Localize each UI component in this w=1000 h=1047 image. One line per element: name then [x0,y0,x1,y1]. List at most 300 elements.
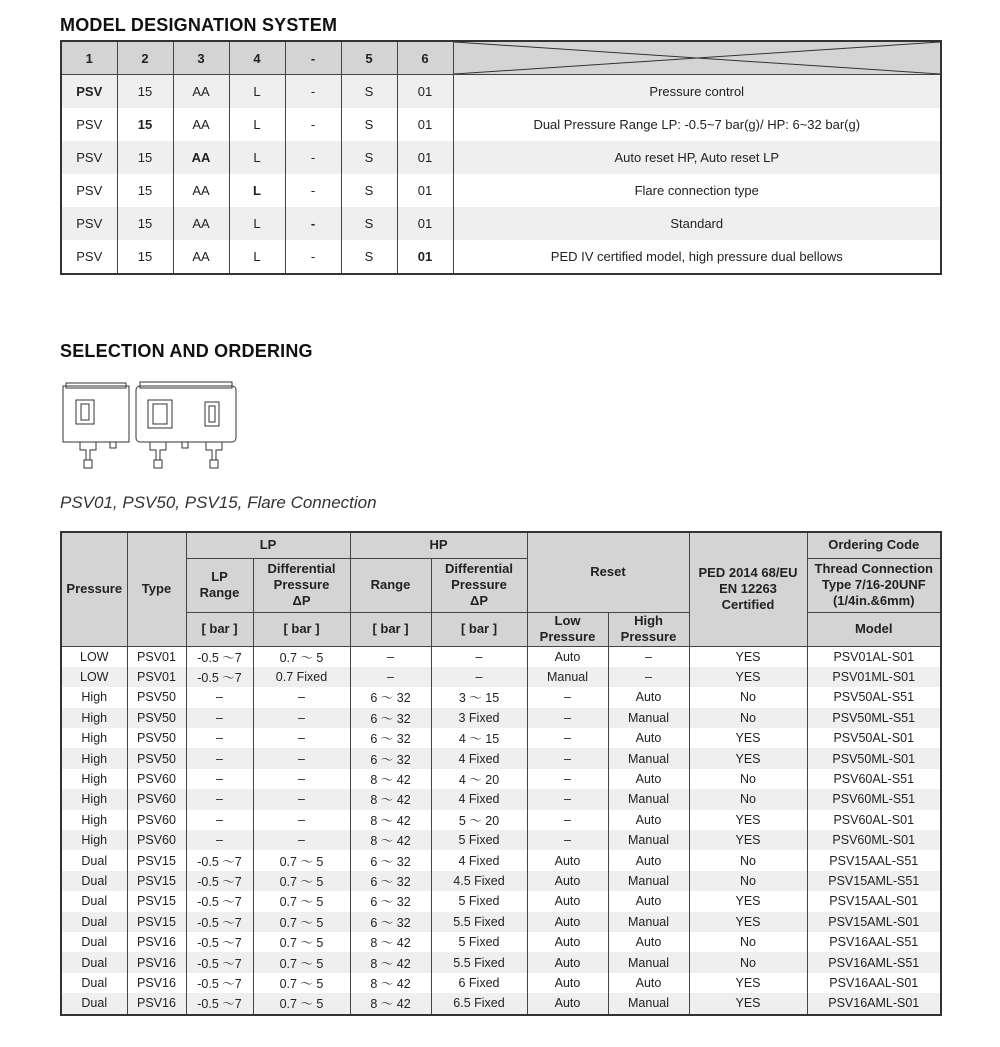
ped-cell: YES [689,973,807,993]
ped-cell: YES [689,810,807,830]
type-cell: PSV15 [127,891,186,911]
hp-diff-cell: – [431,667,527,687]
low-reset-cell: Auto [527,912,608,932]
designation-description: Flare connection type [453,174,941,207]
lp-range-cell: -0.5 ～7 [186,891,253,911]
hp-range-cell: – [350,667,431,687]
ped-header [689,532,807,646]
hp-diff-cell: 4 ～ 20 [431,769,527,789]
lp-range-cell: -0.5 ～7 [186,646,253,667]
low-reset-cell: Auto [527,932,608,952]
pressure-header: Pressure [61,532,127,646]
lp-range-unit: [ bar ] [186,612,253,646]
type-cell: PSV15 [127,850,186,870]
designation-description: Auto reset HP, Auto reset LP [453,141,941,174]
table-row [61,912,941,932]
hp-range-cell: 6 ～ 32 [350,687,431,707]
lp-diff-cell: – [253,769,350,789]
hp-range-cell: 8 ～ 42 [350,932,431,952]
hp-diff-cell: 4 Fixed [431,850,527,870]
hp-diff-cell: 4 Fixed [431,789,527,809]
type-cell: PSV16 [127,952,186,972]
lp-differential-header [253,558,350,612]
ped-cell: YES [689,667,807,687]
pressure-cell: Dual [61,973,127,993]
lp-diff-cell: 0.7 ～ 5 [253,912,350,932]
designation-cell: - [285,207,341,240]
ped-cell: No [689,952,807,972]
designation-cell: 01 [397,174,453,207]
high-reset-cell: Auto [608,728,689,748]
designation-cell: 15 [117,174,173,207]
lp-range-cell: -0.5 ～7 [186,912,253,932]
low-reset-cell: Manual [527,667,608,687]
lp-diff-cell: – [253,830,350,850]
model-designation-table [60,40,942,275]
hp-range-header: Range [350,558,431,612]
designation-description: PED IV certified model, high pressure dual bellows [453,240,941,274]
lp-diff-cell: – [253,789,350,809]
type-cell: PSV01 [127,667,186,687]
ordering-code-header: Ordering Code [807,532,941,558]
type-cell: PSV50 [127,748,186,768]
type-cell: PSV50 [127,687,186,707]
hp-diff-cell: 6.5 Fixed [431,993,527,1014]
designation-row [61,240,941,274]
model-cell: PSV50ML-S51 [807,708,941,728]
pressure-cell: High [61,810,127,830]
thread-line-2: Type 7/16-20UNF [821,577,926,592]
model-cell: PSV50ML-S01 [807,748,941,768]
low-line-1: Low [554,613,581,628]
ped-cell: YES [689,646,807,667]
lp-range-cell: -0.5 ～7 [186,850,253,870]
type-cell: PSV16 [127,993,186,1014]
ped-header-line-1: PED 2014 68/EU [698,565,798,581]
type-cell: PSV60 [127,769,186,789]
lp-diff-cell: 0.7 ～ 5 [253,646,350,667]
designation-cell: L [229,75,285,109]
table-row [61,667,941,687]
lp-range-cell: – [186,830,253,850]
type-cell: PSV50 [127,728,186,748]
model-cell: PSV60AL-S51 [807,769,941,789]
crossed-header-cell [453,41,941,75]
model-cell: PSV16AML-S51 [807,952,941,972]
lp-diff-cell: – [253,810,350,830]
high-reset-cell: Manual [608,830,689,850]
table-row [61,728,941,748]
pressure-cell: Dual [61,871,127,891]
hp-diff-line-2: Pressure [451,577,507,592]
low-pressure-header [527,612,608,646]
table-row [61,952,941,972]
lp-diff-cell: 0.7 ～ 5 [253,891,350,911]
type-header: Type [127,532,186,646]
high-reset-cell: Manual [608,789,689,809]
type-cell: PSV01 [127,646,186,667]
hp-range-cell: 6 ～ 32 [350,748,431,768]
high-reset-cell: Manual [608,708,689,728]
hp-range-unit: [ bar ] [350,612,431,646]
high-reset-cell: Auto [608,891,689,911]
designation-cell: L [229,240,285,274]
ped-cell: YES [689,993,807,1014]
ped-cell: No [689,932,807,952]
low-reset-cell: Auto [527,993,608,1014]
hp-diff-cell: 4.5 Fixed [431,871,527,891]
designation-cell: AA [173,141,229,174]
designation-header-6: 6 [397,41,453,75]
type-cell: PSV60 [127,810,186,830]
lp-range-cell: -0.5 ～7 [186,667,253,687]
thread-line-1: Thread Connection [814,561,933,576]
pressure-cell: Dual [61,993,127,1014]
designation-cell: - [285,108,341,141]
high-reset-cell: Manual [608,952,689,972]
hp-range-cell: – [350,646,431,667]
table-row [61,810,941,830]
lp-range-line-2: Range [199,585,240,600]
designation-row [61,141,941,174]
ped-cell: No [689,871,807,891]
model-cell: PSV60ML-S01 [807,830,941,850]
designation-cell: PSV [61,240,117,274]
designation-cell: 15 [117,75,173,109]
pressure-cell: High [61,748,127,768]
designation-cell: - [285,174,341,207]
designation-cell: S [341,141,397,174]
pressure-cell: High [61,728,127,748]
model-cell: PSV01ML-S01 [807,667,941,687]
hp-range-cell: 8 ～ 42 [350,810,431,830]
designation-cell: - [285,141,341,174]
hp-range-cell: 6 ～ 32 [350,871,431,891]
designation-cell: L [229,108,285,141]
lp-diff-cell: – [253,748,350,768]
lp-range-cell: – [186,708,253,728]
designation-cell: L [229,174,285,207]
high-reset-cell: Auto [608,973,689,993]
header-row-3 [61,612,941,646]
designation-row [61,174,941,207]
model-cell: PSV60ML-S51 [807,789,941,809]
hp-range-cell: 8 ～ 42 [350,789,431,809]
designation-cell: S [341,75,397,109]
hp-diff-cell: 5 Fixed [431,932,527,952]
lp-range-cell: – [186,789,253,809]
hp-diff-cell: 5.5 Fixed [431,952,527,972]
lp-diff-line-1: Differential [267,561,336,576]
designation-description: Dual Pressure Range LP: -0.5~7 bar(g)/ HP: 6~32 bar(g) [453,108,941,141]
selection-ordering-table [60,531,942,1016]
reset-header: Reset [527,532,689,612]
high-pressure-header [608,612,689,646]
ped-cell: No [689,789,807,809]
low-reset-cell: – [527,789,608,809]
hp-diff-line-1: Differential [445,561,513,576]
hp-diff-cell: 3 ～ 15 [431,687,527,707]
designation-cell: AA [173,108,229,141]
model-header: Model [807,612,941,646]
high-reset-cell: – [608,646,689,667]
high-reset-cell: Auto [608,769,689,789]
table-row [61,769,941,789]
low-reset-cell: – [527,769,608,789]
lp-diff-unit: [ bar ] [253,612,350,646]
model-cell: PSV50AL-S01 [807,728,941,748]
hp-range-cell: 8 ～ 42 [350,973,431,993]
hp-diff-cell: 5 Fixed [431,891,527,911]
designation-cell: - [285,240,341,274]
model-cell: PSV16AAL-S51 [807,932,941,952]
lp-diff-cell: 0.7 ～ 5 [253,871,350,891]
hp-diff-cell: 4 Fixed [431,748,527,768]
lp-range-cell: – [186,748,253,768]
table-row [61,789,941,809]
low-reset-cell: Auto [527,973,608,993]
ped-cell: No [689,769,807,789]
table-row [61,850,941,870]
hp-diff-line-3: ΔP [469,593,488,608]
low-reset-cell: Auto [527,891,608,911]
designation-cell: S [341,240,397,274]
ped-cell: YES [689,748,807,768]
table-row [61,973,941,993]
selection-ordering-title: SELECTION AND ORDERING [60,341,313,361]
designation-cell: 15 [117,207,173,240]
designation-cell: - [285,75,341,109]
table-row [61,708,941,728]
model-cell: PSV16AAL-S01 [807,973,941,993]
designation-cell: 01 [397,141,453,174]
ped-cell: No [689,850,807,870]
designation-cell: L [229,207,285,240]
designation-cell: S [341,174,397,207]
type-cell: PSV50 [127,708,186,728]
designation-row [61,207,941,240]
lp-diff-line-2: Pressure [273,577,330,592]
lp-diff-cell: 0.7 ～ 5 [253,850,350,870]
lp-range-cell: – [186,728,253,748]
table-row [61,687,941,707]
designation-cell: S [341,207,397,240]
low-line-2: Pressure [539,629,596,644]
table-row [61,748,941,768]
hp-range-cell: 6 ～ 32 [350,850,431,870]
designation-header-4: 4 [229,41,285,75]
lp-diff-cell: – [253,708,350,728]
hp-range-cell: 6 ～ 32 [350,891,431,911]
high-reset-cell: Auto [608,932,689,952]
pressure-cell: Dual [61,912,127,932]
designation-header-dash: - [285,41,341,75]
table-row [61,932,941,952]
lp-diff-cell: 0.7 ～ 5 [253,932,350,952]
designation-cell: PSV [61,108,117,141]
pressure-cell: Dual [61,952,127,972]
table-row [61,993,941,1014]
designation-description: Standard [453,207,941,240]
model-cell: PSV01AL-S01 [807,646,941,667]
hp-diff-cell: – [431,646,527,667]
hp-diff-cell: 5.5 Fixed [431,912,527,932]
designation-cell: 01 [397,75,453,109]
high-reset-cell: Auto [608,687,689,707]
lp-diff-cell: – [253,728,350,748]
high-reset-cell: Auto [608,850,689,870]
ped-header-line-2: EN 12263 [719,581,777,597]
model-cell: PSV15AML-S51 [807,871,941,891]
cross-lines-icon [454,42,941,74]
type-cell: PSV15 [127,871,186,891]
lp-range-cell: -0.5 ～7 [186,993,253,1014]
high-reset-cell: – [608,667,689,687]
designation-header-2: 2 [117,41,173,75]
pressure-cell: High [61,830,127,850]
designation-header-row [61,41,941,75]
hp-diff-cell: 6 Fixed [431,973,527,993]
pressure-cell: Dual [61,932,127,952]
high-reset-cell: Manual [608,748,689,768]
pressure-cell: Dual [61,891,127,911]
type-cell: PSV16 [127,973,186,993]
type-cell: PSV60 [127,789,186,809]
high-reset-cell: Manual [608,871,689,891]
hp-diff-cell: 5 ～ 20 [431,810,527,830]
hp-range-cell: 8 ～ 42 [350,993,431,1014]
ped-cell: YES [689,728,807,748]
pressure-switch-illustration [60,380,240,472]
designation-cell: S [341,108,397,141]
high-reset-cell: Manual [608,993,689,1014]
low-reset-cell: – [527,728,608,748]
hp-diff-cell: 5 Fixed [431,830,527,850]
model-cell: PSV15AML-S01 [807,912,941,932]
low-reset-cell: – [527,687,608,707]
model-cell: PSV16AML-S01 [807,993,941,1014]
low-reset-cell: – [527,810,608,830]
lp-range-cell: -0.5 ～7 [186,932,253,952]
model-cell: PSV60AL-S01 [807,810,941,830]
lp-range-cell: – [186,687,253,707]
low-reset-cell: – [527,748,608,768]
hp-range-cell: 6 ～ 32 [350,912,431,932]
ped-cell: YES [689,912,807,932]
designation-cell: 01 [397,240,453,274]
ped-header-line-3: Certified [721,597,775,613]
low-reset-cell: – [527,708,608,728]
low-reset-cell: Auto [527,850,608,870]
model-cell: PSV50AL-S51 [807,687,941,707]
pressure-cell: High [61,687,127,707]
designation-cell: PSV [61,75,117,109]
pressure-cell: High [61,708,127,728]
table-row [61,871,941,891]
designation-cell: AA [173,207,229,240]
pressure-cell: LOW [61,667,127,687]
high-reset-cell: Manual [608,912,689,932]
lp-diff-cell: 0.7 ～ 5 [253,973,350,993]
low-reset-cell: Auto [527,646,608,667]
designation-cell: AA [173,174,229,207]
lp-range-cell: -0.5 ～7 [186,952,253,972]
hp-range-cell: 8 ～ 42 [350,830,431,850]
designation-cell: 01 [397,108,453,141]
lp-header: LP [186,532,350,558]
designation-cell: AA [173,240,229,274]
pressure-cell: LOW [61,646,127,667]
lp-diff-cell: 0.7 ～ 5 [253,993,350,1014]
ped-cell: No [689,687,807,707]
lp-range-cell: -0.5 ～7 [186,871,253,891]
pressure-cell: High [61,789,127,809]
designation-cell: 15 [117,240,173,274]
thread-line-3: (1/4in.&6mm) [832,593,915,608]
low-reset-cell: – [527,830,608,850]
designation-row [61,108,941,141]
lp-range-header [186,558,253,612]
designation-row [61,75,941,109]
hp-range-cell: 6 ～ 32 [350,708,431,728]
designation-cell: PSV [61,207,117,240]
type-cell: PSV16 [127,932,186,952]
hp-diff-cell: 3 Fixed [431,708,527,728]
low-reset-cell: Auto [527,871,608,891]
high-reset-cell: Auto [608,810,689,830]
lp-diff-cell: – [253,687,350,707]
designation-header-1: 1 [61,41,117,75]
low-reset-cell: Auto [527,952,608,972]
designation-cell: 15 [117,141,173,174]
pressure-cell: High [61,769,127,789]
table-row [61,891,941,911]
high-line-2: Pressure [620,629,677,644]
thread-connection-header [807,558,941,612]
designation-description: Pressure control [453,75,941,109]
lp-range-line-1: LP [211,569,228,584]
model-cell: PSV15AAL-S01 [807,891,941,911]
hp-header: HP [350,532,527,558]
hp-range-cell: 8 ～ 42 [350,952,431,972]
designation-cell: 15 [117,108,173,141]
hp-range-cell: 6 ～ 32 [350,728,431,748]
table-row [61,830,941,850]
designation-cell: PSV [61,174,117,207]
header-row-1 [61,532,941,558]
lp-range-cell: – [186,769,253,789]
hp-diff-cell: 4 ～ 15 [431,728,527,748]
lp-range-cell: -0.5 ～7 [186,973,253,993]
lp-diff-cell: 0.7 Fixed [253,667,350,687]
hp-differential-header [431,558,527,612]
table-row [61,646,941,667]
ped-cell: YES [689,830,807,850]
designation-cell: AA [173,75,229,109]
figure-caption: PSV01, PSV50, PSV15, Flare Connection [60,493,377,512]
lp-diff-line-3: ΔP [292,593,311,608]
designation-cell: PSV [61,141,117,174]
model-cell: PSV15AAL-S51 [807,850,941,870]
header-row-2 [61,558,941,612]
designation-header-5: 5 [341,41,397,75]
type-cell: PSV15 [127,912,186,932]
lp-diff-cell: 0.7 ～ 5 [253,952,350,972]
type-cell: PSV60 [127,830,186,850]
high-line-1: High [634,613,663,628]
ped-cell: YES [689,891,807,911]
model-designation-title: MODEL DESIGNATION SYSTEM [60,15,338,35]
